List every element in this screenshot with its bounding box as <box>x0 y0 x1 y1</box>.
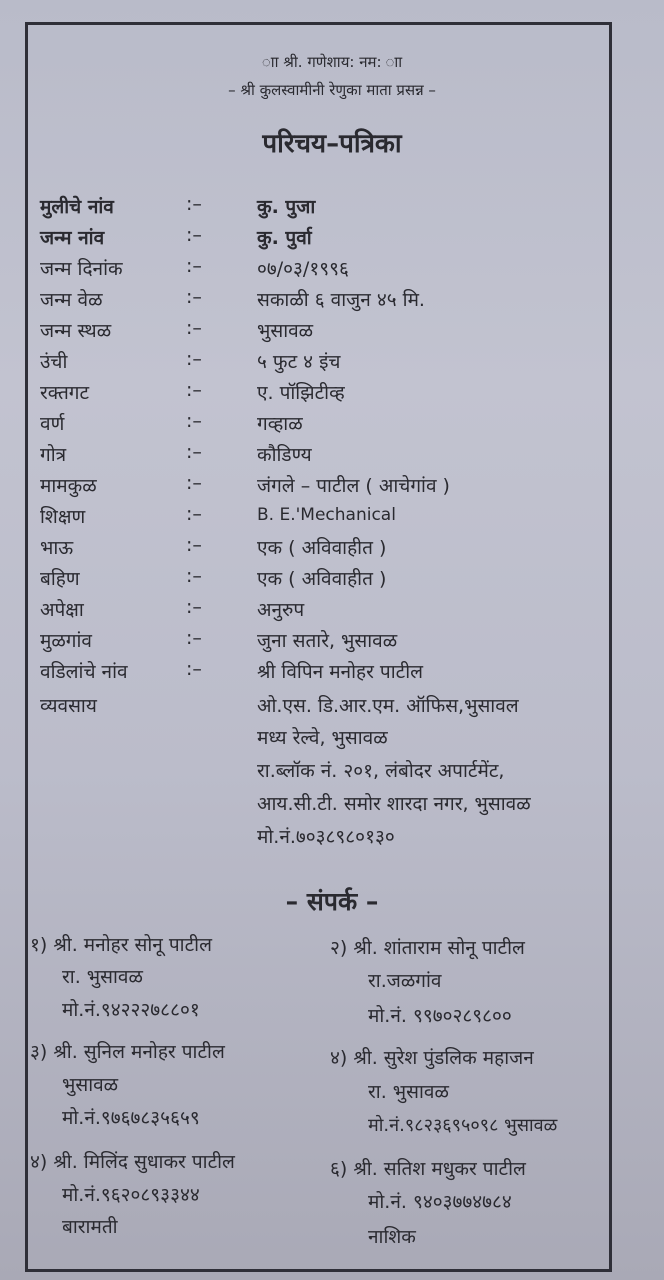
contact-name: ४) श्री. सुरेश पुंडलिक महाजन <box>330 1047 534 1069</box>
detail-value: कु. पुर्वा <box>257 227 312 249</box>
contact-name: ३) श्री. सुनिल मनोहर पाटील <box>30 1041 225 1063</box>
detail-label: वर्ण <box>40 413 65 435</box>
occupation-line: मध्य रेल्वे, भुसावळ <box>257 727 388 749</box>
detail-value: ५ फुट ४ इंच <box>257 351 341 373</box>
occupation-line: रा.ब्लॉक नं. २०१, लंबोदर अपार्टमेंट, <box>257 760 505 782</box>
occupation-line: आय.सी.टी. समोर शारदा नगर, भुसावळ <box>257 793 531 815</box>
detail-label: जन्म स्थळ <box>40 320 112 342</box>
detail-value: गव्हाळ <box>257 413 303 435</box>
detail-separator: :– <box>186 627 202 649</box>
contact-heading: – संपर्क – <box>285 887 379 916</box>
detail-separator: :– <box>186 255 202 277</box>
detail-separator: :– <box>186 410 202 432</box>
detail-value: कु. पुजा <box>257 196 316 218</box>
detail-separator: :– <box>186 441 202 463</box>
contact-address: नाशिक <box>368 1226 416 1248</box>
detail-value: ए. पॉझिटीव्ह <box>257 382 345 404</box>
occupation-line: मो.नं.७०३८९८०१३० <box>257 826 395 848</box>
contact-phone: मो.नं.९७६७८३५६५९ <box>62 1107 200 1129</box>
detail-separator: :– <box>186 658 202 680</box>
detail-separator: :– <box>186 317 202 339</box>
detail-separator: :– <box>186 286 202 308</box>
document-title: परिचय–पत्रिका <box>262 129 402 159</box>
detail-label: गोत्र <box>40 444 67 466</box>
contact-phone: मो.नं.९४२२२७८८०१ <box>62 999 200 1021</box>
contact-phone: मो.नं. ९९७०२८९८०० <box>368 1005 512 1027</box>
detail-label: मुलीचे नांव <box>40 196 114 218</box>
detail-label: उंची <box>40 351 68 373</box>
contact-address: रा. भुसावळ <box>368 1081 449 1103</box>
detail-label: रक्तगट <box>40 382 90 404</box>
detail-label: भाऊ <box>40 537 74 559</box>
contact-address: बारामती <box>62 1216 118 1238</box>
detail-value: कौडिण्य <box>257 444 312 466</box>
detail-label: जन्म नांव <box>40 227 105 249</box>
detail-separator: :– <box>186 503 202 525</box>
detail-value: एक ( अविवाहीत ) <box>257 568 387 590</box>
detail-value: भुसावळ <box>257 320 314 342</box>
contact-name: १) श्री. मनोहर सोनू पाटील <box>30 934 212 956</box>
contact-phone: मो.नं.९८२३६९५०९८ भुसावळ <box>368 1115 558 1136</box>
detail-value: अनुरुप <box>257 599 305 621</box>
detail-label: जन्म वेळ <box>40 289 103 311</box>
occupation-line: ओ.एस. डि.आर.एम. ऑफिस,भुसावल <box>257 695 519 717</box>
detail-label: बहिण <box>40 568 80 590</box>
detail-separator: :– <box>186 193 202 215</box>
detail-separator: :– <box>186 534 202 556</box>
detail-value: एक ( अविवाहीत ) <box>257 537 387 559</box>
contact-name: २) श्री. शांताराम सोनू पाटील <box>330 937 525 959</box>
contact-phone: मो.नं.९६२०८९३३४४ <box>62 1184 200 1206</box>
contact-address: रा. भुसावळ <box>62 966 143 988</box>
detail-separator: :– <box>186 472 202 494</box>
detail-separator: :– <box>186 348 202 370</box>
detail-label: मामकुळ <box>40 475 97 497</box>
detail-label: वडिलांचे नांव <box>40 661 128 683</box>
detail-label: अपेक्षा <box>40 599 84 621</box>
detail-separator: :– <box>186 565 202 587</box>
detail-value: B. E.'Mechanical <box>257 505 396 525</box>
contact-phone: मो.नं. ९४०३७७४७८४ <box>368 1191 512 1213</box>
blessing-line: – श्री कुलस्वामीनी रेणुका माता प्रसन्न – <box>228 81 436 99</box>
contact-name: ६) श्री. सतिश मधुकर पाटील <box>330 1158 526 1180</box>
detail-value: जंगले – पाटील ( आचेगांव ) <box>257 475 450 497</box>
detail-label: जन्म दिनांक <box>40 258 123 280</box>
detail-separator: :– <box>186 379 202 401</box>
occupation-label: व्यवसाय <box>40 695 97 717</box>
detail-value: जुना सतारे, भुसावळ <box>257 630 398 652</box>
contact-address: भुसावळ <box>62 1074 119 1096</box>
contact-address: रा.जळगांव <box>368 970 442 992</box>
contact-name: ४) श्री. मिलिंद सुधाकर पाटील <box>30 1151 235 1173</box>
detail-value: ०७/०३/१९९६ <box>257 258 349 280</box>
detail-value: सकाळी ६ वाजुन ४५ मि. <box>257 289 425 311</box>
invocation-line: ाा श्री. गणेशाय: नम: ाा <box>261 53 403 71</box>
detail-label: शिक्षण <box>40 506 86 528</box>
detail-label: मुळगांव <box>40 630 92 652</box>
detail-separator: :– <box>186 596 202 618</box>
detail-separator: :– <box>186 224 202 246</box>
detail-value: श्री विपिन मनोहर पाटील <box>257 661 424 683</box>
